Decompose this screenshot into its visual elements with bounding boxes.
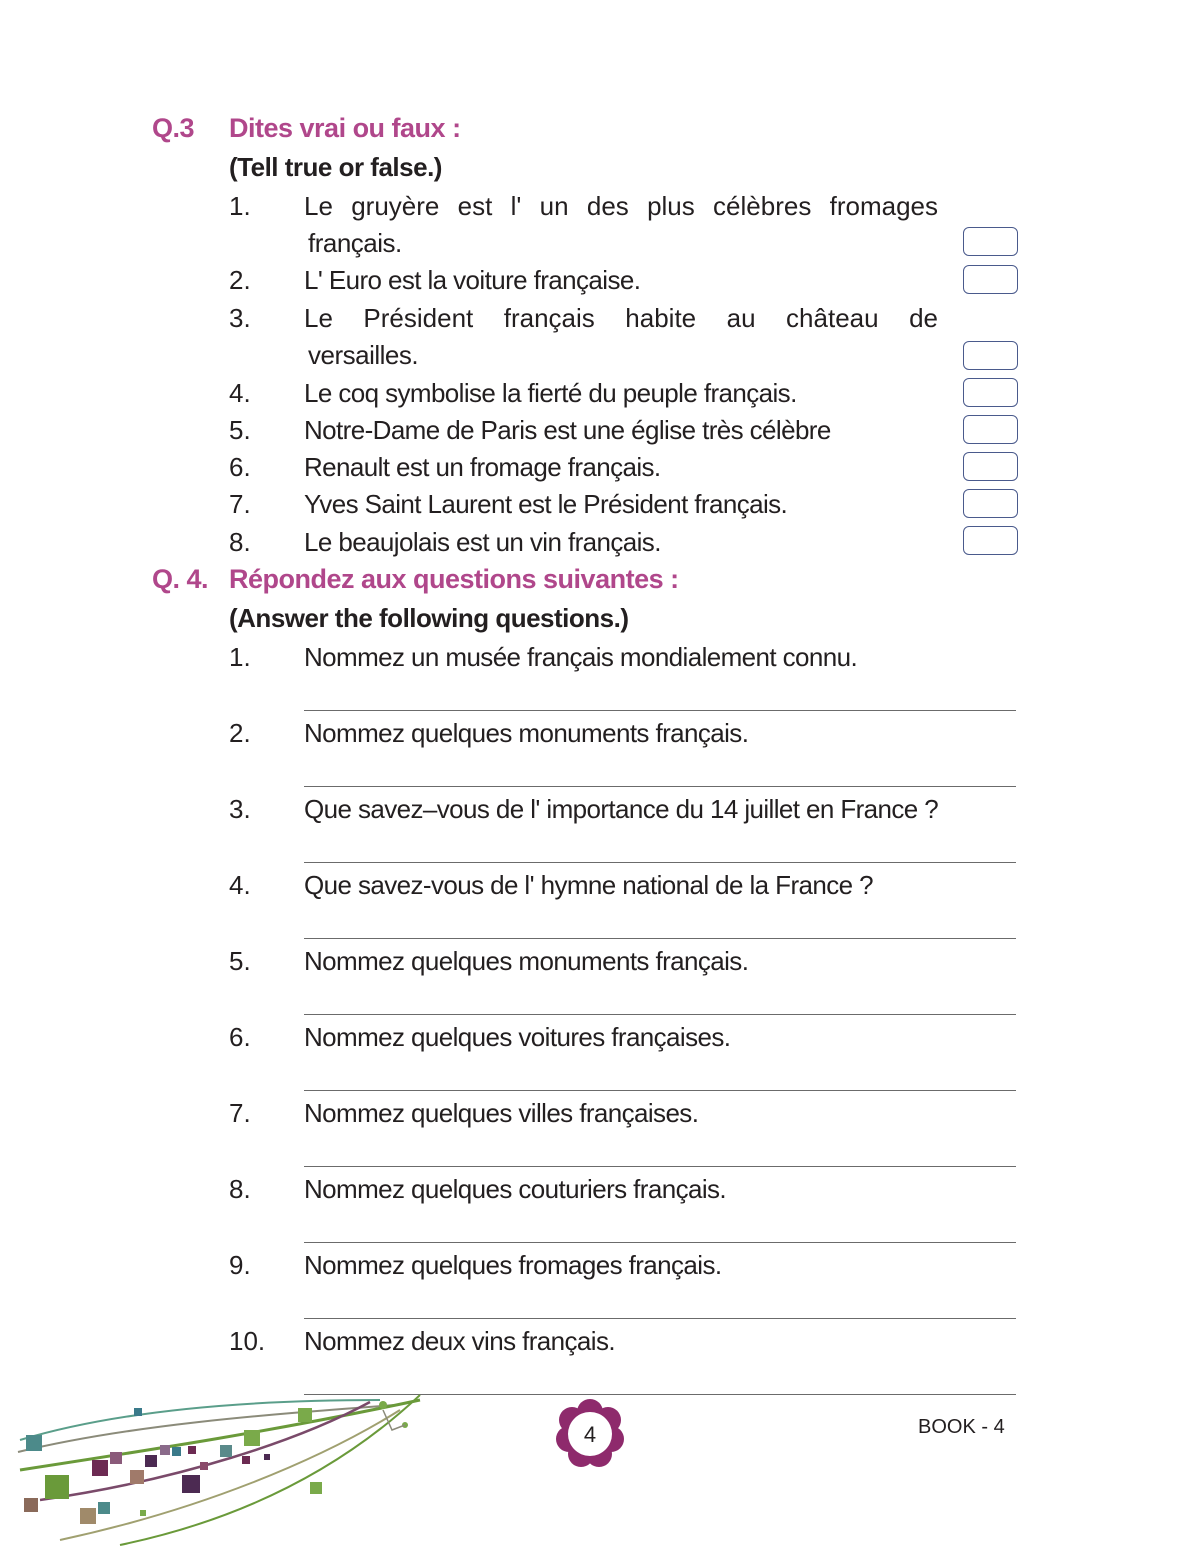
q3-item-7-text: Yves Saint Laurent est le Président français. (304, 489, 788, 519)
q3-subtitle: (Tell true or false.) (229, 152, 442, 182)
q3-item-6-number: 6. (229, 452, 251, 482)
q4-item-5-text: Nommez quelques monuments français. (304, 946, 749, 976)
q4-item-10-text: Nommez deux vins français. (304, 1326, 615, 1356)
q4-item-7-number: 7. (229, 1098, 251, 1128)
q4-title: Répondez aux questions suivantes : (229, 564, 679, 594)
q4-item-3-text: Que savez–vous de l' importance du 14 juillet en France ? (304, 794, 939, 824)
q3-title: Dites vrai ou faux : (229, 113, 461, 143)
q4-item-8-number: 8. (229, 1174, 251, 1204)
q4-item-7-text: Nommez quelques villes françaises. (304, 1098, 699, 1128)
q4-item-9-text: Nommez quelques fromages français. (304, 1250, 722, 1280)
q3-item-8-answer-box[interactable] (963, 526, 1018, 555)
q3-item-7-answer-box[interactable] (963, 489, 1018, 518)
q3-item-3-text-cont: versailles. (308, 340, 419, 370)
q3-item-1-text-cont: français. (308, 228, 402, 258)
book-label: BOOK - 4 (918, 1416, 1005, 1438)
q4-heading (152, 564, 679, 595)
q3-item-1-number: 1. (229, 191, 251, 221)
q3-item-3-answer-box[interactable] (963, 341, 1018, 370)
q4-item-5-number: 5. (229, 946, 251, 976)
q3-item-3-number: 3. (229, 303, 251, 333)
q3-item-8-text: Le beaujolais est un vin français. (304, 527, 661, 557)
q3-item-5-number: 5. (229, 415, 251, 445)
q3-item-2-answer-box[interactable] (963, 265, 1018, 294)
q3-item-7-number: 7. (229, 489, 251, 519)
q4-item-1-number: 1. (229, 642, 251, 672)
q4-item-8-text: Nommez quelques couturiers français. (304, 1174, 727, 1204)
q4-item-6-answer-line[interactable] (304, 1090, 1016, 1091)
q4-item-4-text: Que savez-vous de l' hymne national de la France ? (304, 870, 873, 900)
q3-item-1-text: Le gruyère est l' un des plus célèbres fromages (304, 191, 938, 221)
q3-item-8-number: 8. (229, 527, 251, 557)
q3-item-4-answer-box[interactable] (963, 378, 1018, 407)
q3-item-5-answer-box[interactable] (963, 415, 1018, 444)
footer-decoration (0, 1390, 440, 1563)
q4-item-3-number: 3. (229, 794, 251, 824)
page-number-flower (555, 1398, 625, 1468)
q3-item-1-answer-box[interactable] (963, 227, 1018, 256)
q3-item-2-number: 2. (229, 265, 251, 295)
q3-heading (152, 113, 461, 144)
page-number: 4 (583, 1422, 597, 1447)
q4-item-5-answer-line[interactable] (304, 1014, 1016, 1015)
q4-item-2-answer-line[interactable] (304, 786, 1016, 787)
q4-item-9-answer-line[interactable] (304, 1318, 1016, 1319)
q3-item-3-text: Le Président français habite au château de (304, 303, 938, 333)
q4-item-7-answer-line[interactable] (304, 1166, 1016, 1167)
q3-item-6-text: Renault est un fromage français. (304, 452, 661, 482)
q4-item-6-number: 6. (229, 1022, 251, 1052)
q4-item-10-number: 10. (229, 1326, 266, 1356)
q4-item-9-number: 9. (229, 1250, 251, 1280)
q4-item-3-answer-line[interactable] (304, 862, 1016, 863)
q4-item-1-answer-line[interactable] (304, 710, 1016, 711)
q4-number: Q. 4. (152, 564, 209, 594)
q4-item-8-answer-line[interactable] (304, 1242, 1016, 1243)
q3-item-5-text: Notre-Dame de Paris est une église très célèbre (304, 415, 831, 445)
q4-item-4-answer-line[interactable] (304, 938, 1016, 939)
q4-item-2-text: Nommez quelques monuments français. (304, 718, 749, 748)
q3-item-2-text: L' Euro est la voiture française. (304, 265, 641, 295)
q3-item-4-text: Le coq symbolise la fierté du peuple français. (304, 378, 797, 408)
q4-item-1-text: Nommez un musée français mondialement connu. (304, 642, 858, 672)
q4-item-2-number: 2. (229, 718, 251, 748)
q4-subtitle: (Answer the following questions.) (229, 603, 629, 633)
q3-item-6-answer-box[interactable] (963, 452, 1018, 481)
q4-item-4-number: 4. (229, 870, 251, 900)
q3-item-4-number: 4. (229, 378, 251, 408)
q4-item-6-text: Nommez quelques voitures françaises. (304, 1022, 731, 1052)
q3-number: Q.3 (152, 113, 195, 143)
